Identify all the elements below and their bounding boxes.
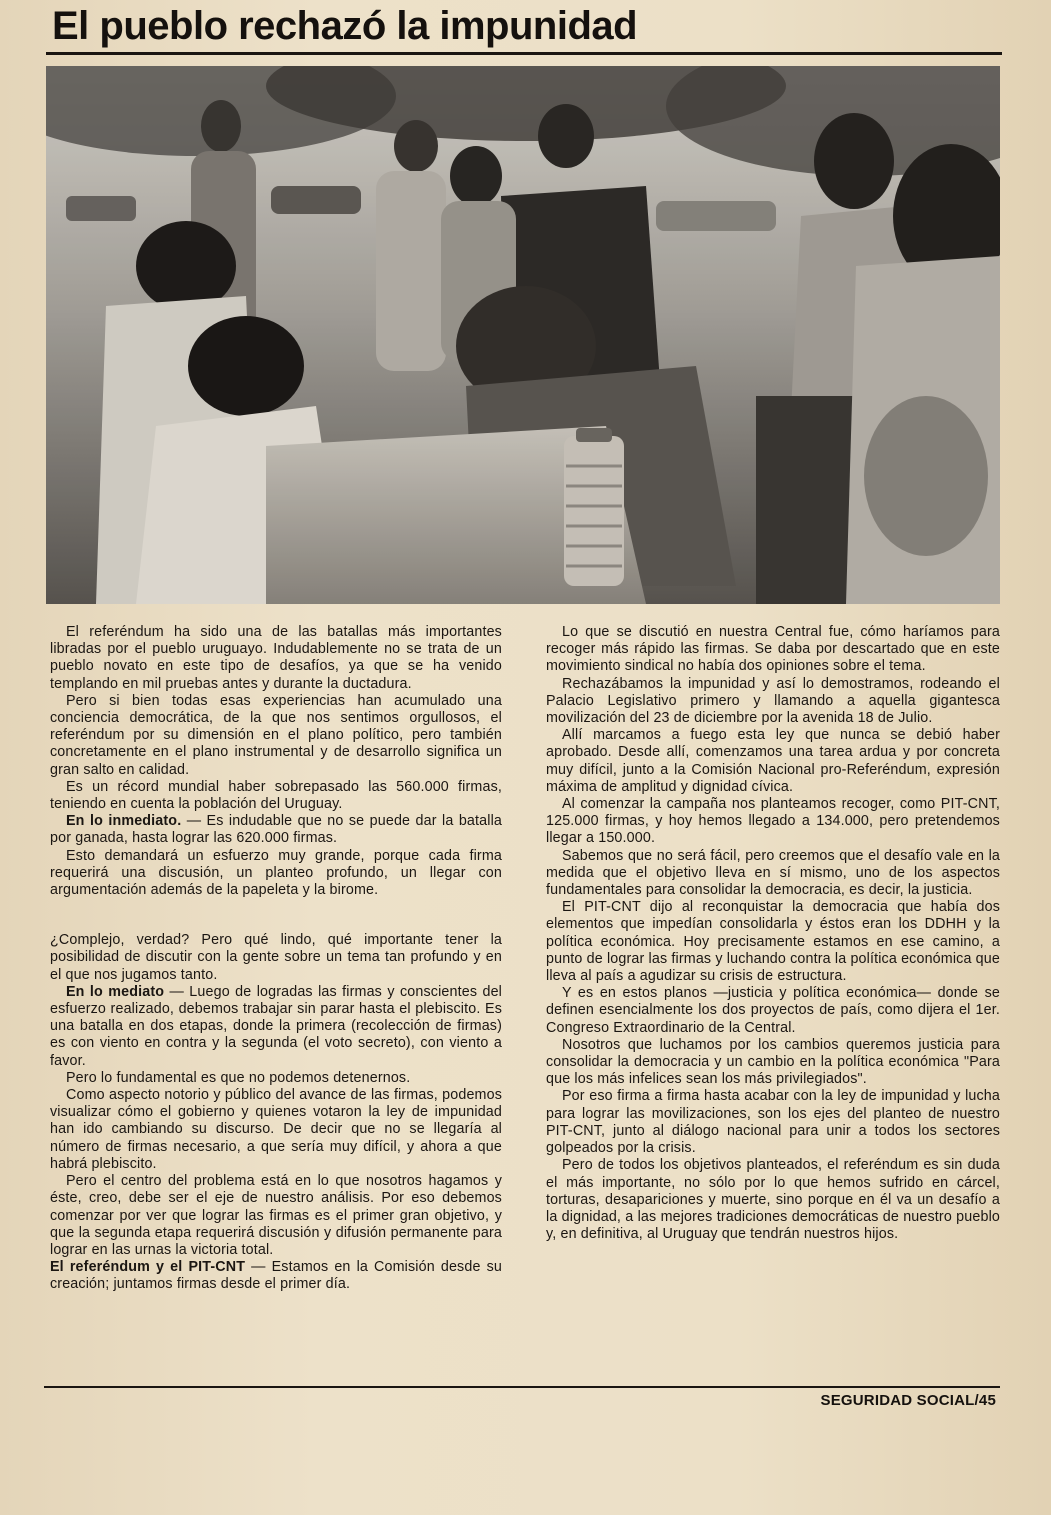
paragraph-text: Como aspecto notorio y público del avance de las firmas, podemos visualizar cómo el gobierno y quienes votaron la ley de impunidad han ido cambiando su discurso. De decir que no se llegaría al número de firmas necesario, a que sería muy difícil, y ahora a que habrá plebiscito. [50,1087,502,1172]
paragraph-text: — Luego de logradas las firmas y conscientes del esfuerzo realizado, debemos trabajar sin parar hasta el plebiscito. Es una batalla en dos etapas, donde la primera (recolección de firmas) es con viento en contra y la segunda (el voto secreto), con viento a favor. [50,983,502,1069]
page-number: 45 [978,1392,996,1409]
paragraph-text: Pero si bien todas esas experiencias han acumulado una conciencia democrática, de la que nos sentimos orgullosos, el referéndum por su dimensión en el plano político, pero también concretamente en el plano instrumental y de desarrollo significa un gran salto en calidad. [50,692,502,778]
page-footer [820,1392,996,1409]
paragraph [546,727,1000,796]
article-column-left [50,624,502,1294]
paragraph [50,932,502,984]
paragraph [546,1037,1000,1089]
paragraph [546,796,1000,848]
paragraph [50,813,502,847]
paragraph [50,984,502,1070]
paragraph [50,624,502,693]
paragraph-text: Nosotros que luchamos por los cambios queremos justicia para consolidar la democracia y un cambio en la política económica "Para que los más infelices sean los más privilegiados". [546,1036,1000,1088]
publication-name: SEGURIDAD SOCIAL [820,1392,975,1409]
paragraph-text: Rechazábamos la impunidad y así lo demostramos, rodeando el Palacio Legislativo primero y llamando a aquella gigantesca movilización del 23 de diciembre por la avenida 18 de Julio. [546,675,1000,727]
paragraph [50,693,502,779]
paragraph-text: Pero el centro del problema está en lo que nosotros hagamos y éste, creo, debe ser el eje de nuestro análisis. Por eso debemos comenzar por ver que lograr las firmas es el primer gran objetivo, y que la segunda etapa requerirá discusión y difusión permanente para lograr en las urnas la victoria total. [50,1173,502,1258]
paragraph-text: — Es indudable que no se puede dar la batalla por ganada, hasta lograr las 620.000 firmas. [50,813,503,847]
photo-illustration [46,66,1000,604]
headline-rule [46,52,1002,55]
article-body [50,624,1000,1380]
paragraph [546,899,1000,985]
paragraph [50,1173,502,1259]
paragraph-text: El referéndum ha sido una de las batallas más importantes libradas por el pueblo uruguayo. Indudablemente no se trata de un pueblo novato en este tipo de desafíos, ya que se ha venido templando en mil pruebas antes y durante la ductadura. [50,624,502,692]
paragraph-text: Es un récord mundial haber sobrepasado las 560.000 firmas, teniendo en cuenta la población del Uruguay. [50,778,502,813]
paragraph [50,1070,502,1087]
paragraph-text: Lo que se discutió en nuestra Central fue, cómo haríamos para recoger más rápido las firmas. Se daba por descartado que en este movimiento sindical no había dos opiniones sobre el tema. [546,624,1000,675]
paragraph-text: Sabemos que no será fácil, pero creemos que el desafío vale en la medida que el objetivo lleva en sí mismo, uno de los aspectos fundamentales para consolidar la democracia, es decir, la justicia. [546,847,1000,899]
paragraph-text: Al comenzar la campaña nos planteamos recoger, como PIT-CNT, 125.000 firmas, y hoy hemos llegado a 134.000, pero pretendemos llegar a 150.000. [546,796,1000,847]
paragraph-text: Y es en estos planos —justicia y política económica— donde se definen esencialmente los dos proyectos de país, como dijera el 1er. Congreso Extraordinario de la Central. [546,985,1000,1036]
paragraph [50,1087,502,1173]
paragraph-text: ¿Complejo, verdad? Pero qué lindo, qué importante tener la posibilidad de discutir con la gente sobre un tema tan profundo y en el que nos jugamos tanto. [50,932,502,983]
footer-rule [44,1386,1000,1388]
paragraph [546,848,1000,900]
paragraph [546,985,1000,1037]
paragraph [50,779,502,813]
paragraph [546,1088,1000,1157]
paragraph-lead: El referéndum y el PIT-CNT [50,1259,246,1276]
paragraph [546,676,1000,728]
paragraph-text: — Estamos en la Comisión desde su creación; juntamos firmas desde el primer día. [50,1259,502,1293]
paragraph [50,848,502,900]
paragraph-text: El PIT-CNT dijo al reconquistar la democracia que había dos elementos que impedían consolidarla y éstos eran los DDHH y la política económica. Hoy precisamente estamos en ese camino, a punto de lograr las firmas y luchando contra la política económica que lleva al país a agudizar su crisis de estructura. [546,899,1000,985]
footer-separator: / [974,1392,979,1409]
paragraph-lead: En lo inmediato. [66,813,182,830]
article-photo [46,66,1000,604]
paragraph-text: Esto demandará un esfuerzo muy grande, porque cada firma requerirá una discusión, un planteo profundo, un llegar con argumentación además de la papeleta y la birome. [50,847,502,899]
paragraph [546,624,1000,676]
paragraph-text: Allí marcamos a fuego esta ley que nunca se debió haber aprobado. Desde allí, comenzamos una tarea ardua y por concreta muy difícil, junto a la Comisión Nacional pro-Referéndum, expresión máxima de amplitud y dignidad cívica. [546,727,1000,795]
paragraph-text: Pero lo fundamental es que no podemos detenernos. [66,1069,411,1086]
paragraph-lead: En lo mediato [66,983,165,1000]
paragraph-text: Pero de todos los objetivos planteados, el referéndum es sin duda el más importante, no sólo por lo que hemos sufrido en cárcel, torturas, desapariciones y muerte, sino porque en él va un desafío a la dignidad, a las mejores tradiciones democráticas de nuestro pueblo y, en definitiva, al Uruguay que tendrán nuestros hijos. [546,1157,1000,1243]
article-column-right [546,624,1000,1243]
paragraph-text: Por eso firma a firma hasta acabar con la ley de impunidad y lucha para lograr las movilizaciones, son los ejes del planteo de nuestro PIT-CNT, junto al diálogo nacional para unir a todos los sectores golpeados por la crisis. [546,1088,1000,1157]
paragraph [546,1157,1000,1243]
article-headline: El pueblo rechazó la impunidad [52,4,638,48]
paragraph [50,1259,502,1293]
